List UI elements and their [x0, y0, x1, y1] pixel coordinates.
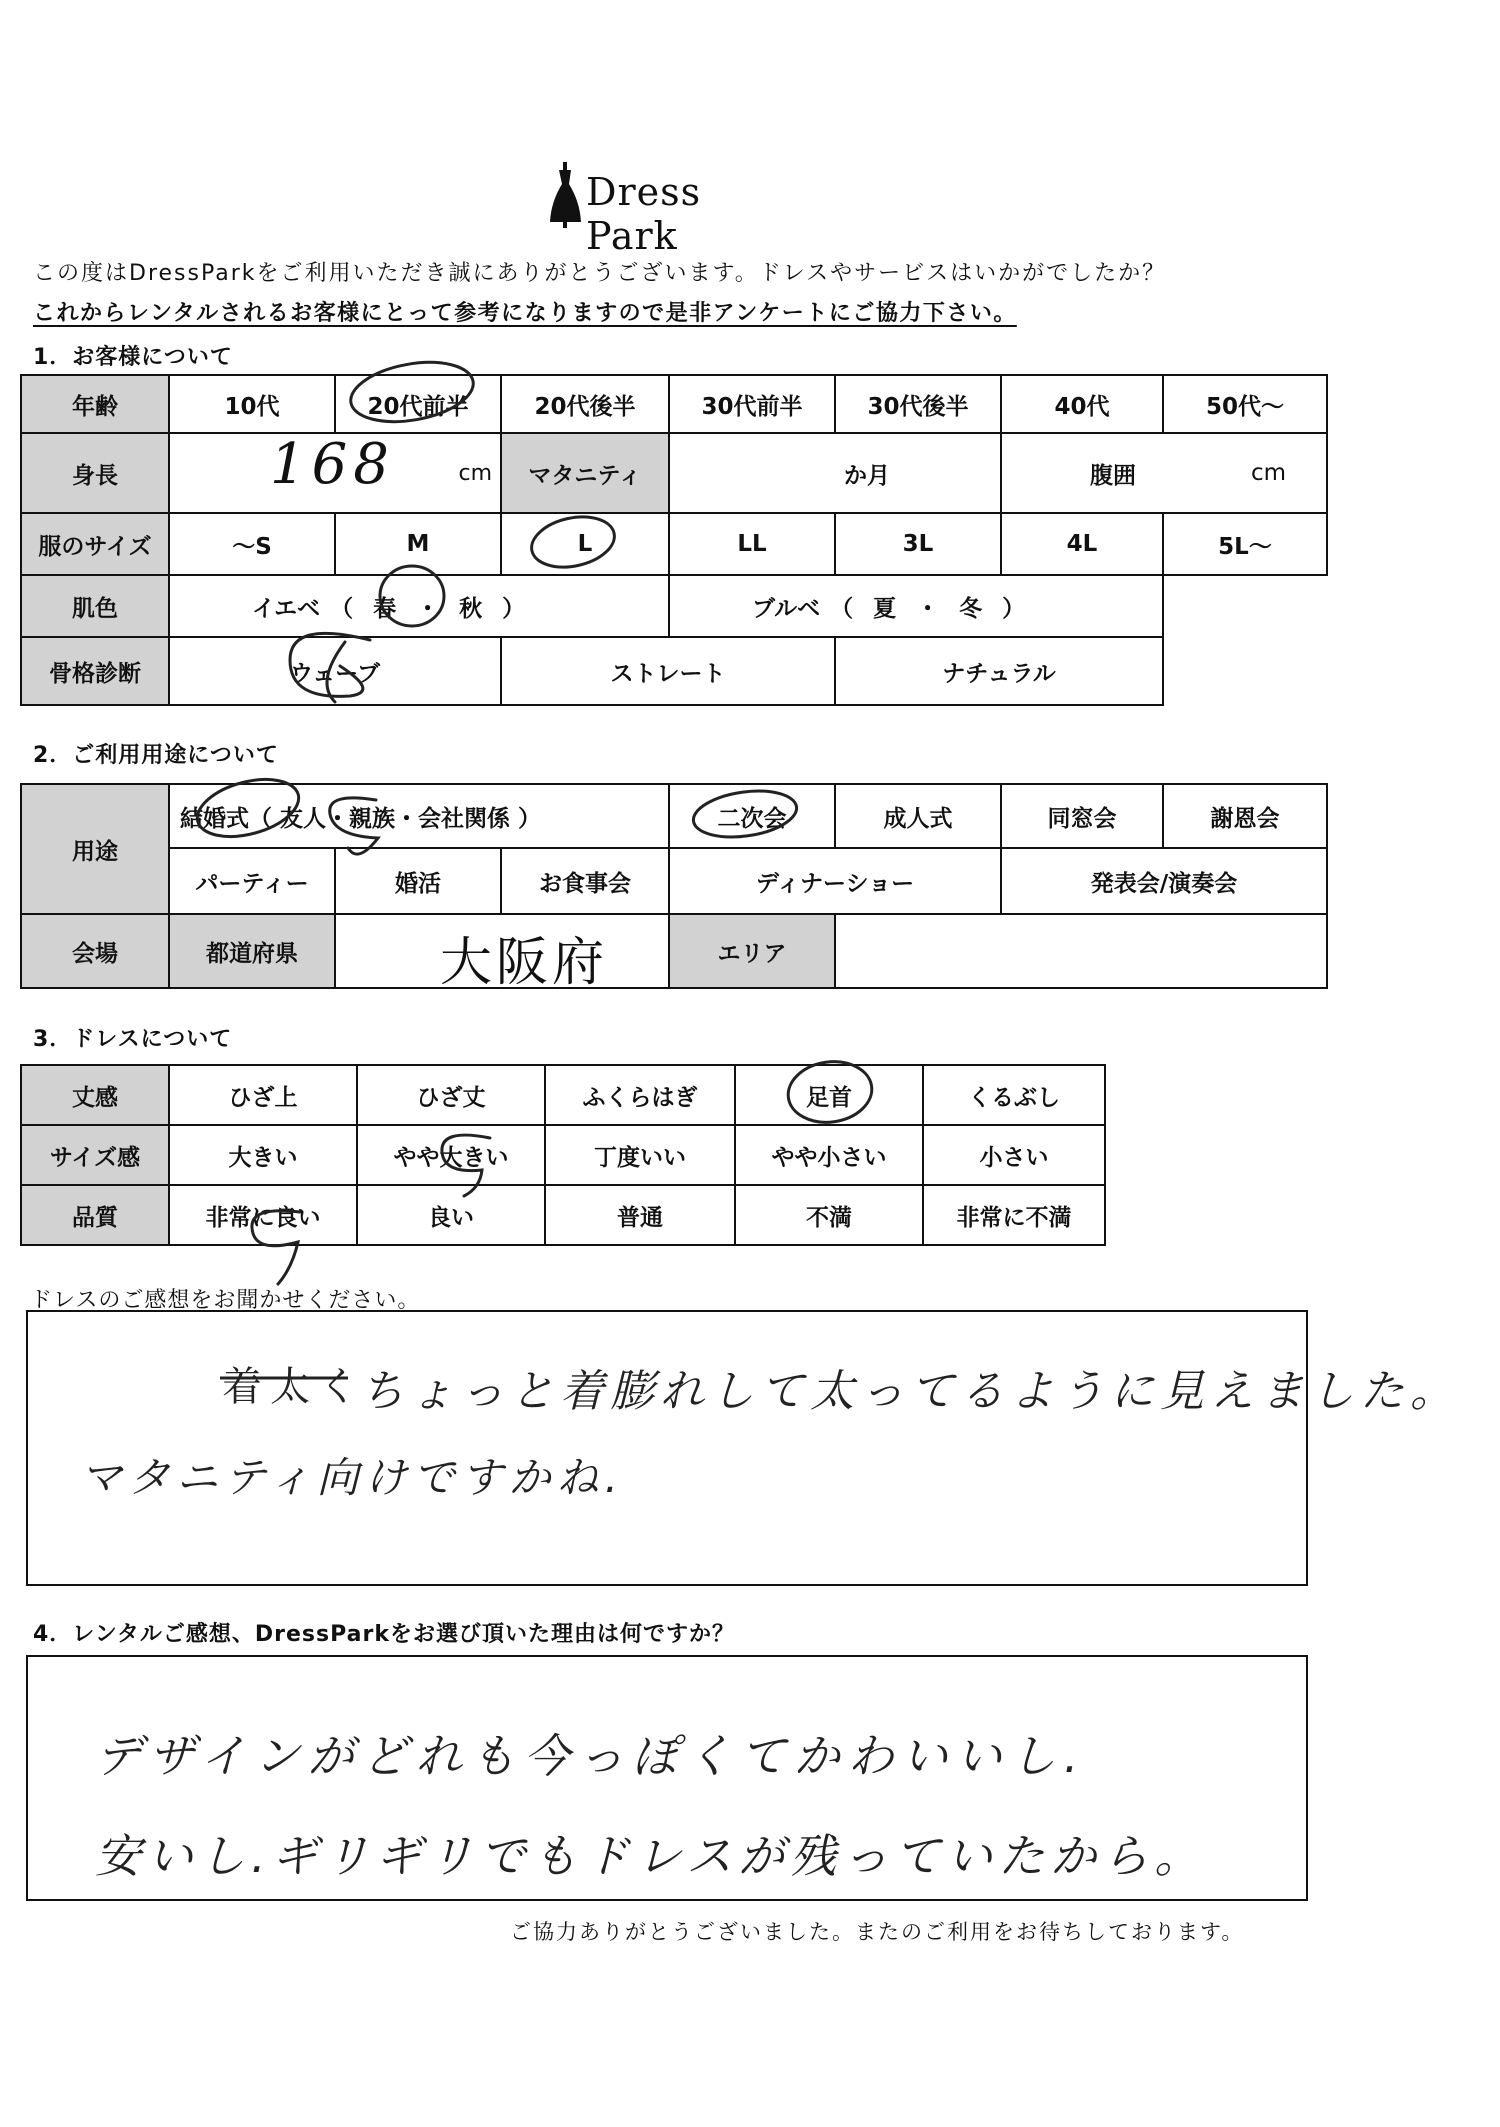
size-option[interactable]: ～S: [168, 512, 336, 576]
blue-base-option[interactable]: [668, 574, 1164, 638]
waist-unit: cm: [1250, 460, 1286, 486]
frame-label: 骨格診断: [20, 636, 170, 706]
logo-text: Dress Park: [586, 170, 702, 258]
maternity-label: マタニティ: [500, 432, 670, 514]
quality-option[interactable]: 良い: [356, 1184, 546, 1246]
reason-line2: 安いし.ギリギリでもドレスが残っていたから。: [95, 1829, 1207, 1883]
age-label: 年齢: [20, 374, 170, 434]
purpose-dinner[interactable]: お食事会: [500, 847, 670, 915]
section3-title: 3．ドレスについて: [33, 1027, 233, 1052]
yellow-base-label: イエベ: [252, 595, 321, 622]
quality-option[interactable]: 普通: [544, 1184, 736, 1246]
fit-option[interactable]: やや大きい: [356, 1124, 546, 1186]
purpose-konkatsu[interactable]: 婚活: [334, 847, 502, 915]
intro-text: この度はDressParkをご利用いただき誠にありがとうございます。ドレスやサービスはいかがでしたか？: [33, 261, 1167, 286]
age-option[interactable]: 40代: [1000, 374, 1164, 434]
height-label: 身長: [20, 432, 170, 514]
impression-prompt: ドレスのご感想をお聞かせください。: [30, 1288, 421, 1313]
length-option[interactable]: くるぶし: [922, 1064, 1106, 1126]
purpose-wedding[interactable]: 結婚式（ 友人・親族・会社関係 ）: [168, 783, 670, 849]
frame-option[interactable]: ナチュラル: [834, 636, 1164, 706]
length-option[interactable]: ひざ丈: [356, 1064, 546, 1126]
purpose-dinner-show[interactable]: ディナーショー: [668, 847, 1002, 915]
quality-option[interactable]: 非常に良い: [168, 1184, 358, 1246]
fit-option[interactable]: 丁度いい: [544, 1124, 736, 1186]
struck-text: 着太く: [222, 1364, 366, 1410]
age-option[interactable]: 10代: [168, 374, 336, 434]
fit-option[interactable]: 大きい: [168, 1124, 358, 1186]
size-option[interactable]: LL: [668, 512, 836, 576]
fit-option[interactable]: 小さい: [922, 1124, 1106, 1186]
fit-label: サイズ感: [20, 1124, 170, 1186]
area-field[interactable]: [834, 913, 1328, 989]
age-option[interactable]: 20代後半: [500, 374, 670, 434]
age-option[interactable]: 30代後半: [834, 374, 1002, 434]
venue-label: 会場: [20, 913, 170, 989]
quality-label: 品質: [20, 1184, 170, 1246]
blue-base-seasons: （ 夏 ・ 冬 ）: [830, 595, 1032, 622]
length-option[interactable]: 足首: [734, 1064, 924, 1126]
dress-icon: [548, 160, 582, 230]
frame-option[interactable]: ストレート: [500, 636, 836, 706]
purpose-afterparty[interactable]: 二次会: [668, 783, 836, 849]
size-label: 服のサイズ: [20, 512, 170, 576]
purpose-label: 用途: [20, 783, 170, 915]
prefecture-label: 都道府県: [168, 913, 336, 989]
length-option[interactable]: ふくらはぎ: [544, 1064, 736, 1126]
impression-line2: マタニティ向けですかね.: [80, 1453, 624, 1502]
intro-request: これからレンタルされるお客様にとって参考になりますので是非アンケートにご協力下さい。: [33, 301, 1017, 326]
quality-option[interactable]: 不満: [734, 1184, 924, 1246]
skin-label: 肌色: [20, 574, 170, 638]
age-option[interactable]: 50代～: [1162, 374, 1328, 434]
purpose-coming-of-age[interactable]: 成人式: [834, 783, 1002, 849]
yellow-base-seasons: （ 春 ・ 秋 ）: [330, 595, 532, 622]
months-unit: か月: [844, 462, 890, 489]
frame-option[interactable]: ウェーブ: [168, 636, 502, 706]
size-option[interactable]: 5L～: [1162, 512, 1328, 576]
age-option[interactable]: 30代前半: [668, 374, 836, 434]
prefecture-value: 大阪府: [440, 933, 609, 993]
impression-line1: ちょっと着膨れして太ってるように見えました。: [360, 1366, 1460, 1417]
brand-logo: [548, 160, 788, 258]
purpose-party[interactable]: パーティー: [168, 847, 336, 915]
size-option[interactable]: L: [500, 512, 670, 576]
section4-title: 4．レンタルご感想、DressParkをお選び頂いた理由は何ですか？: [33, 1622, 735, 1647]
fit-option[interactable]: やや小さい: [734, 1124, 924, 1186]
section2-title: 2．ご利用用途について: [33, 743, 279, 768]
purpose-recital[interactable]: 発表会/演奏会: [1000, 847, 1328, 915]
height-unit: cm: [458, 460, 492, 486]
length-label: 丈感: [20, 1064, 170, 1126]
section1-title: 1．お客様について: [33, 345, 233, 370]
size-option[interactable]: M: [334, 512, 502, 576]
purpose-reunion[interactable]: 同窓会: [1000, 783, 1164, 849]
reason-line1: デザインがどれも今っぽくてかわいいし.: [95, 1729, 1087, 1783]
blue-base-label: ブルベ: [752, 595, 821, 622]
length-option[interactable]: ひざ上: [168, 1064, 358, 1126]
size-option[interactable]: 4L: [1000, 512, 1164, 576]
age-option[interactable]: 20代前半: [334, 374, 502, 434]
area-label: エリア: [668, 913, 836, 989]
waist-label: 腹囲: [1090, 462, 1136, 489]
quality-option[interactable]: 非常に不満: [922, 1184, 1106, 1246]
closing-message: ご協力ありがとうございました。またのご利用をお待ちしております。: [510, 1920, 1245, 1944]
size-option[interactable]: 3L: [834, 512, 1002, 576]
maternity-months-field[interactable]: [668, 432, 1002, 514]
purpose-thank-you-party[interactable]: 謝恩会: [1162, 783, 1328, 849]
waist-field[interactable]: [1000, 432, 1328, 514]
height-value: 168: [270, 432, 395, 497]
yellow-base-option[interactable]: [168, 574, 670, 638]
